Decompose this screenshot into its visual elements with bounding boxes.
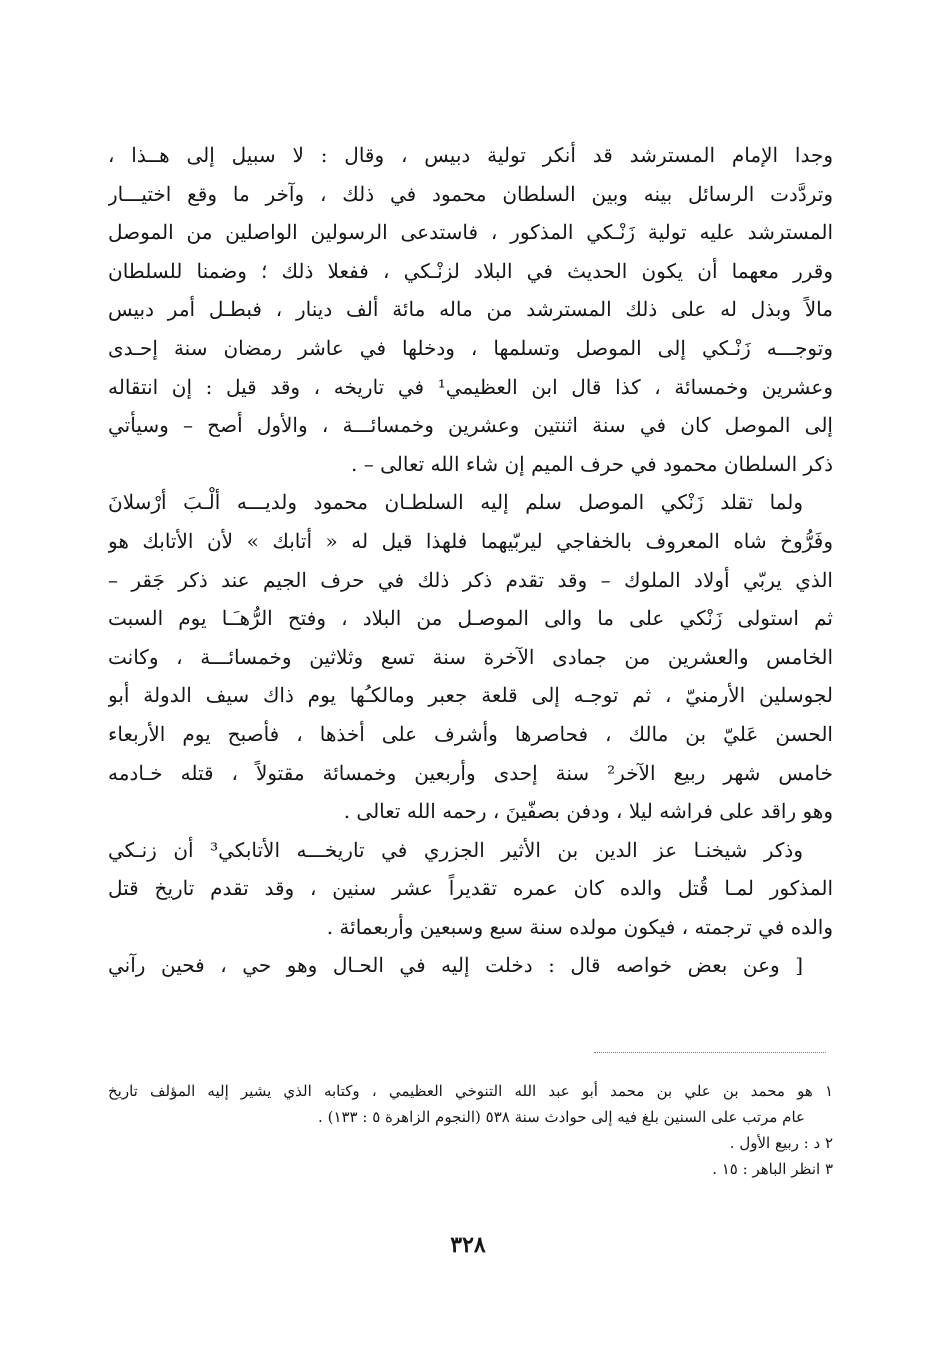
text-line: مالاً وبذل له على ذلك المسترشد من ماله مائة ألف دينار ، فبطـل أمر دبيس: [108, 297, 833, 322]
text-line: المسترشد عليه تولية زَنْـكي المذكور ، فاستدعى الرسولين الواصلين من الموصل: [108, 220, 833, 245]
text-line: الحسن عَليّ بن مالك ، فحاصرها وأشرف على أخذها ، فأصبح يوم الأربعاء: [108, 721, 833, 746]
text-line: الخامس والعشرين من جمادى الآخرة سنة تسع وثلاثين وخمسائـــة ، وكانت: [108, 644, 833, 669]
paragraph-start-line: وذكر شيخنـا عز الدين بن الأثير الجزري في تاريخـــه الأتابكي³ أن زنـكي: [108, 837, 803, 862]
footnote-separator: [594, 1052, 826, 1053]
footnotes: [108, 1078, 833, 1182]
main-text: [108, 136, 833, 985]
text-line: الذي يربّي أولاد الملوك – وقد تقدم ذكر ذلك في حرف الجيم عند ذكر جَقر –: [108, 567, 833, 592]
text-line: وتردَّدت الرسائل بينه وبين السلطان محمود في ذلك ، وآخر ما وقع اختيـــار: [108, 181, 833, 206]
text-line: وجدا الإمام المسترشد قد أنكر تولية دبيس ، وقال : لا سبيل إلى هــذا ،: [108, 143, 833, 167]
text-line: وعشرين وخمسائة ، كذا قال ابن العظيمي¹ في تاريخه ، وقد قيل : إن انتقاله: [108, 374, 833, 399]
text-line: ثم استولى زَنْكي على ما والى الموصـل من البلاد ، وفتح الرُّهـَـا يوم السبت: [108, 606, 833, 631]
text-line: المذكور لمـا قُتل والده كان عمره تقديراً عشر سنين ، وقد تقدم تاريخ قتل: [108, 876, 833, 901]
text-line: وقرر معهما أن يكون الحديث في البلاد لزنْـكي ، ففعلا ذلك ؛ وضمنا للسلطان: [108, 258, 833, 283]
text-line: إلى الموصل كان في سنة اثنتين وعشرين وخمسائـــة ، والأول أصح – وسيأتي: [108, 413, 833, 438]
footnote-line: ٣ انظر الباهر : ١٥ .: [712, 1160, 833, 1178]
paragraph-start-line: ولما تقلد زَنْكي الموصل سلم إليه السلطـان محمود ولديـــه ألْـبَ أرْسلانَ: [108, 490, 803, 515]
footnote-line: ٢ د : ربيع الأول .: [729, 1134, 833, 1152]
text-line: خامس شهر ربيع الآخر² سنة إحدى وأربعين وخمسائة مقتولاً ، قتله خـادمه: [108, 760, 833, 785]
footnote-line: ١ هو محمد بن علي بن محمد أبو عبد الله التنوخي العظيمي ، وكتابه الذي يشير إليه المؤلف تاريخ: [108, 1082, 833, 1100]
text-line: وفَرُّوخ شاه المعروف بالخفاجي ليربّيهما فلهذا قيل له « أتابك » لأن الأتابك هو: [108, 528, 833, 553]
paragraph-start-line: [ وعن بعض خواصه قال : دخلت إليه في الحـال وهو حي ، فحين رآني: [108, 953, 803, 978]
text-line: ذكر السلطان محمود في حرف الميم إن شاء الله تعالى – .: [351, 451, 833, 476]
page-number: ٣٢٨: [450, 1232, 486, 1258]
text-line: وتوجـــه زَنْـكي إلى الموصل وتسلمها ، ودخلها في عاشر رمضان سنة إحـدى: [108, 335, 833, 360]
text-line: وهو راقد على فراشه ليلا ، ودفن بصفّينَ ، رحمه الله تعالى .: [343, 799, 833, 824]
footnote-line: عام مرتب على السنين بلغ فيه إلى حوادث سنة ٥٣٨ (النجوم الزاهرة ٥ : ١٣٣) .: [318, 1108, 805, 1126]
text-line: والده في ترجمته ، فيكون مولده سنة سبع وسبعين وأربعمائة .: [326, 914, 833, 939]
text-line: لجوسلين الأرمنيّ ، ثم توجـه إلى قلعة جعبر ومالكـُها يوم ذاك سيف الدولة أبو: [108, 683, 833, 708]
